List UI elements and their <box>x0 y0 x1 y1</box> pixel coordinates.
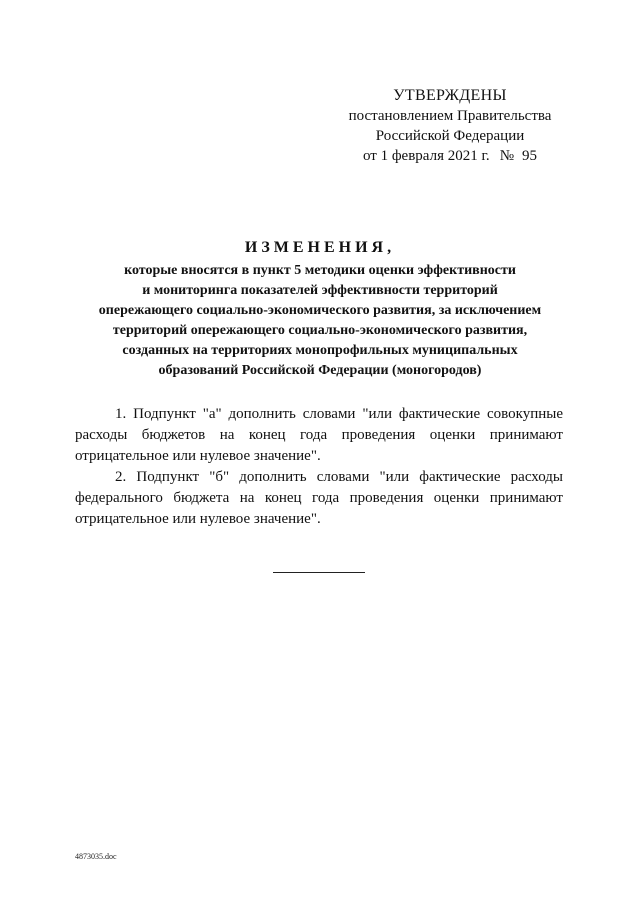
approval-block <box>330 86 570 166</box>
subtitle-line: которые вносятся в пункт 5 методики оценки эффективности <box>124 263 516 278</box>
approval-date: от 1 февраля 2021 г. <box>362 148 490 164</box>
subtitle-line: и мониторинга показателей эффективности территорий <box>142 283 498 298</box>
approval-line-government: постановлением Правительства <box>348 108 552 124</box>
body-paragraph-1: 1. Подпункт "а" дополнить словами "или фактические совокупные расходы бюджетов на конец года проведения оценки принимают отрицательное или нулевое значение". <box>75 406 563 464</box>
approved-title: УТВЕРЖДЕНЫ <box>393 87 507 104</box>
document-title: ИЗМЕНЕНИЯ, <box>244 239 396 256</box>
subtitle-line: образований Российской Федерации (моногородов) <box>158 363 482 378</box>
document-body <box>75 404 563 530</box>
approval-date-line <box>330 146 570 166</box>
number-sign: № <box>499 148 514 164</box>
body-paragraph-2: 2. Подпункт "б" дополнить словами "или фактические расходы федерального бюджета на конец года проведения оценки принимают отрицательное или нулевое значение". <box>75 469 563 527</box>
closing-separator-line <box>273 572 365 573</box>
approval-line-federation: Российской Федерации <box>375 128 525 144</box>
subtitle-line: опережающего социально-экономического развития, за исключением <box>98 303 542 318</box>
subtitle-line: созданных на территориях монопрофильных муниципальных <box>122 343 518 358</box>
file-code: 4873035.doc <box>75 852 117 861</box>
subtitle-line: территорий опережающего социально-экономического развития, <box>112 323 528 338</box>
decree-number: 95 <box>522 148 537 164</box>
document-heading <box>60 236 580 381</box>
